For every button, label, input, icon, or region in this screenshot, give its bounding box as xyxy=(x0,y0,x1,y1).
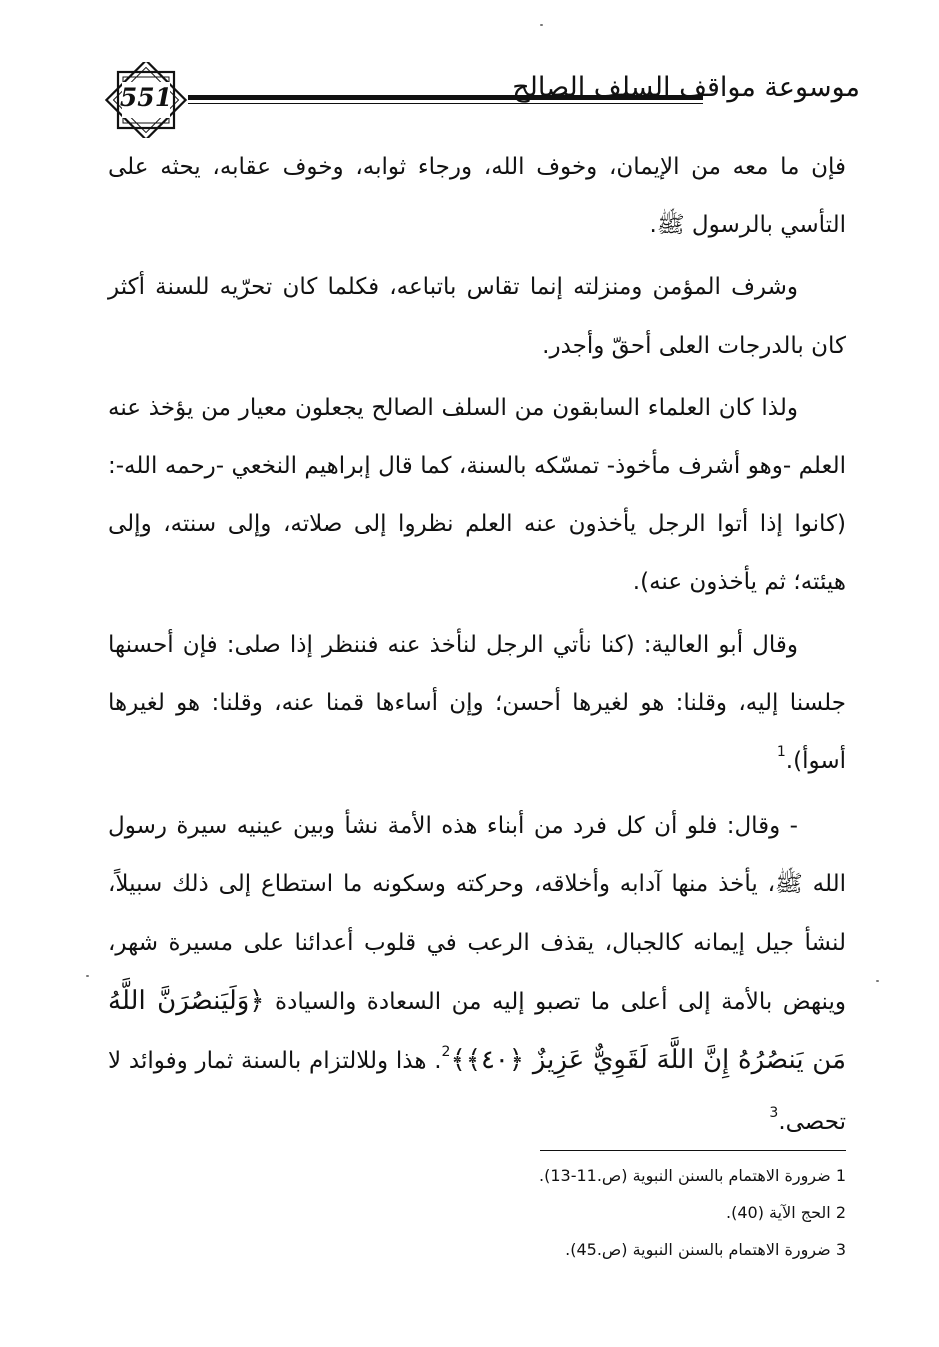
footnote-text: ضرورة الاهتمام بالسنن النبوية (ص.45). xyxy=(565,1240,831,1259)
series-title: موسوعة مواقف السلف الصالح xyxy=(512,72,860,103)
scan-speck xyxy=(540,24,543,26)
footnote-text: ضرورة الاهتمام بالسنن النبوية (ص.11-13). xyxy=(539,1166,831,1185)
paragraph-text: وقال أبو العالية: (كنا نأتي الرجل لنأخذ عنه فننظر إذا صلى: فإن أحسنها جلسنا إليه، وقلنا: هو لغيرها أحسن؛ وإن أساءها قمنا عنه، وقلنا: هو لغيرها أسوأ). xyxy=(108,631,846,775)
page-header xyxy=(100,62,860,138)
paragraph xyxy=(108,258,846,374)
paragraph xyxy=(108,616,846,794)
paragraph-text: . هذا وللالتزام بالسنة ثمار وفوائد لا تحصى. xyxy=(108,1048,846,1136)
footnote-number: 2 xyxy=(835,1203,846,1222)
footnotes xyxy=(400,1160,846,1271)
footnote xyxy=(400,1234,846,1271)
paragraph-text: فإن ما معه من الإيمان، وخوف الله، ورجاء ثوابه، وخوف عقابه، يحثه على التأسي بالرسول ﷺ. xyxy=(108,154,846,239)
scan-speck xyxy=(876,980,879,982)
quran-verse: ﴿وَلَيَنصُرَنَّ اللَّهُ مَن يَنصُرُهُ إِنَّ اللَّهَ لَقَوِيٌّ عَزِيزٌ ﴿٤٠﴾﴾ xyxy=(108,985,846,1076)
footnote-number: 3 xyxy=(835,1240,846,1259)
footnote xyxy=(400,1197,846,1234)
footnote-reference: 2 xyxy=(441,1044,451,1061)
footnote-number: 1 xyxy=(835,1166,846,1185)
footnote-text: الحج الآية (40). xyxy=(726,1203,831,1222)
footnote-reference: 3 xyxy=(769,1105,779,1122)
paragraph xyxy=(108,797,846,1154)
paragraph-text: - وقال: فلو أن كل فرد من أبناء هذه الأمة نشأ وبين عينيه سيرة رسول الله ﷺ، يأخذ منها آدابه وأخلاقه، وحركته وسكونه ما استطاع إلى ذلك سبيلاً، لنشأ جيل إيمانه كالجبال، يقذف الرعب في قلوب أعدائنا على مسيرة شهر، وينهض بالأمة إلى أعلى ما تصبو إليه من السعادة والسيادة xyxy=(108,813,846,1015)
page-number-badge xyxy=(100,62,192,138)
paragraph xyxy=(108,379,846,612)
footnote xyxy=(400,1160,846,1197)
paragraph xyxy=(108,138,846,254)
footnote-reference: 1 xyxy=(776,744,786,761)
paragraph-text: وشرف المؤمن ومنزلته إنما تقاس باتباعه، فكلما كان تحرّيه للسنة أكثر كان بالدرجات العلى أحقّ وأجدر. xyxy=(108,274,846,359)
body-text xyxy=(108,138,846,1154)
footnote-separator xyxy=(540,1150,846,1151)
page-number: 551 xyxy=(119,83,173,112)
paragraph-text: ولذا كان العلماء السابقون من السلف الصالح يجعلون معيار من يؤخذ عنه العلم -وهو أشرف مأخوذ- تمسّكه بالسنة، كما قال إبراهيم النخعي -رحمه الله-: (كانوا إذا أتوا الرجل يأخذون عنه العلم نظروا إلى صلاته، وإلى سنته، وإلى هيئته؛ ثم يأخذون عنه). xyxy=(108,394,846,596)
scan-speck xyxy=(86,975,89,977)
